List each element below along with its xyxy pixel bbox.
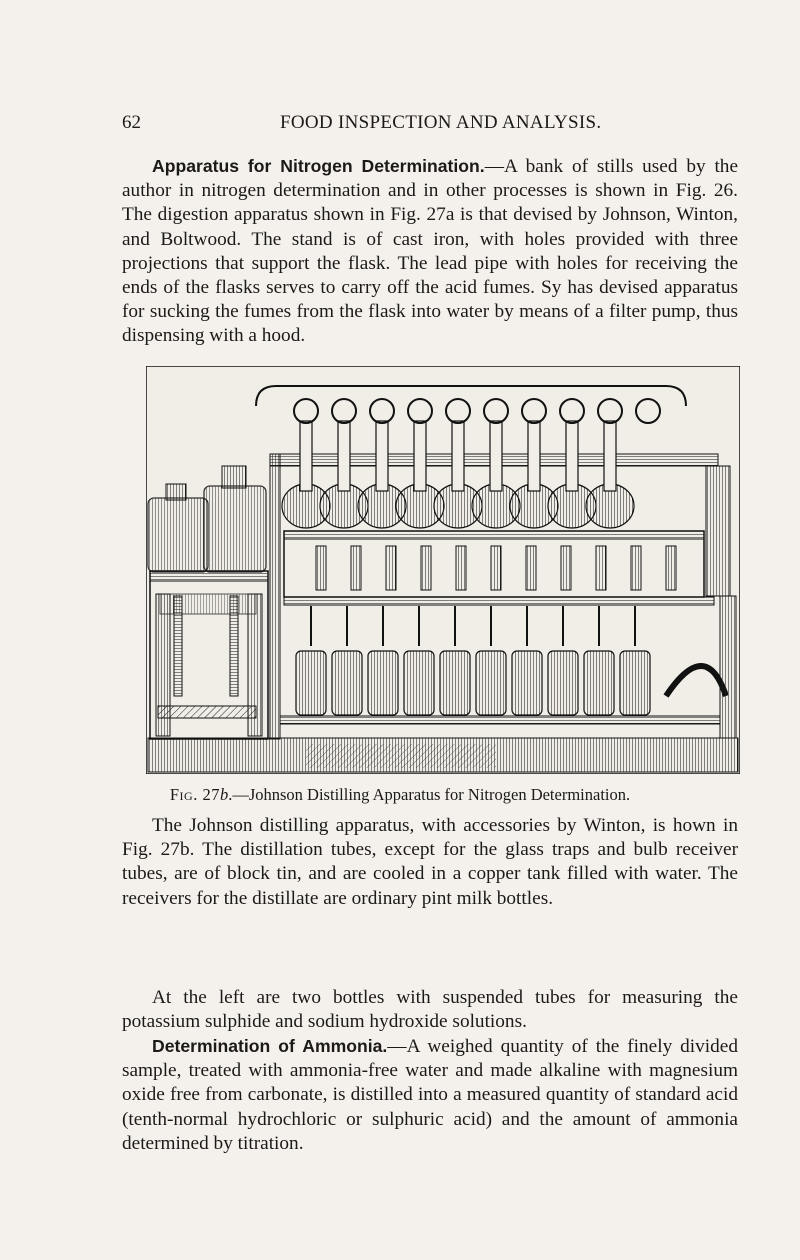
section-apparatus-body: —A bank of stills used by the author in nitrogen determination and in other processes is shown in Fig. 26. The digestion apparatus shown in Fig. 27a is that devised by Johnson, Winton, and Boltwood. The stand is of cast iron, with holes provided with three projections that support the flask. The lead pipe with holes for receiving the ends of the flasks serves to carry off the acid fumes. Sy has devised apparatus for sucking the fumes from the flask into water by means of a filter pump, thus dispensing with a hood. — [122, 156, 739, 347]
bottles-paragraph: At the left are two bottles with suspended tubes for measuring the potassium sulphide and sodium hydroxide solutions. — [122, 987, 738, 1033]
johnson-apparatus-paragraph: The Johnson distilling apparatus, with accessories by Winton, is hown in Fig. 27b. The distillation tubes, except for the glass traps and bulb receiver tubes, are of block tin, and are cooled in a copper tank filled with water. The receivers for the distillate are ordinary pint milk bottles. — [122, 815, 738, 909]
figure-label: Fig. 27 — [169, 785, 220, 804]
distilling-apparatus-illustration — [146, 366, 740, 774]
section-ammonia-body: —A weighed quantity of the finely divided sample, treated with ammonia-free water and made alkaline with magnesium oxide free from carbonate, is distilled into a measured quantity of standard acid (tenth-normal hydrochloric or sulphuric acid) and the amount of ammonia determined by titration. — [122, 1036, 738, 1154]
page-number: 62 — [122, 112, 141, 133]
section-heading-ammonia: Determination of Ammonia. — [152, 1036, 388, 1056]
page-header — [122, 112, 742, 142]
section-apparatus-paragraph — [122, 154, 738, 349]
figure-caption-text: .—Johnson Distilling Apparatus for Nitrogen Determination. — [228, 785, 631, 804]
figure-caption — [0, 785, 800, 805]
section-heading-apparatus: Apparatus for Nitrogen Determination. — [152, 156, 485, 176]
figure-label-suffix: b — [219, 785, 229, 804]
section-ammonia-paragraph — [122, 1034, 738, 1156]
running-title: FOOD INSPECTION AND ANALYSIS. — [280, 112, 602, 133]
